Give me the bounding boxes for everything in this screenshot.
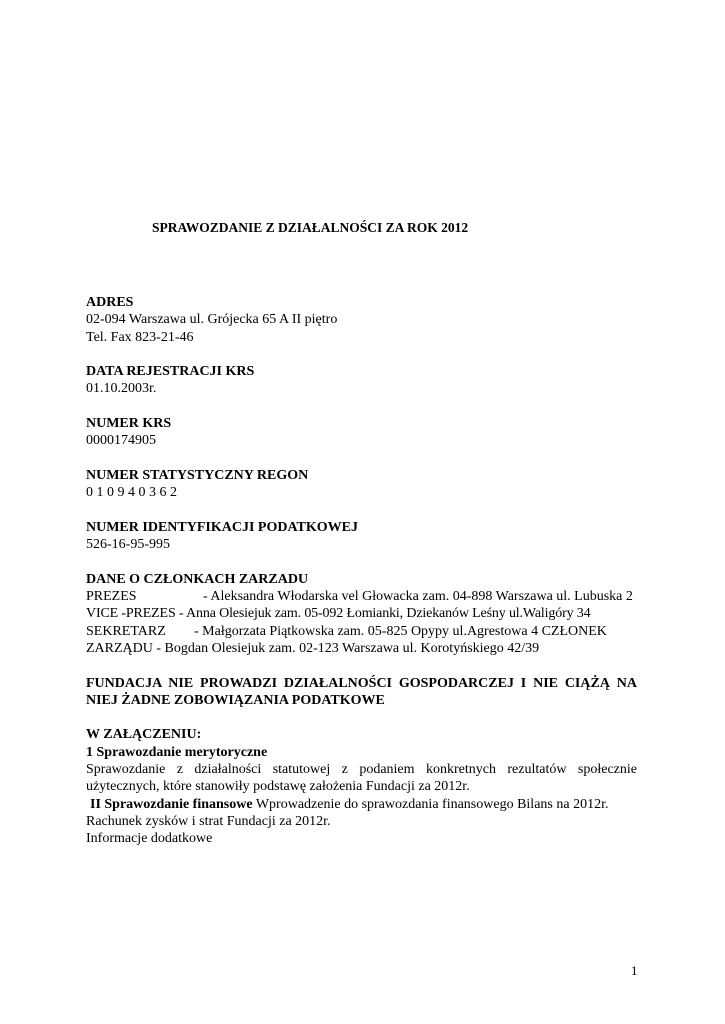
krs-date-section bbox=[86, 363, 637, 398]
document-body bbox=[86, 294, 637, 848]
nip-section bbox=[86, 519, 637, 554]
board-member-secretary bbox=[86, 623, 637, 640]
attachments-heading: W ZAŁĄCZENIU: bbox=[86, 727, 202, 743]
address-heading: ADRES bbox=[86, 295, 134, 310]
attachment-2-line bbox=[86, 796, 637, 813]
page-number: 1 bbox=[631, 963, 638, 978]
krs-number-value: 0000174905 bbox=[86, 433, 156, 449]
tax-statement: FUNDACJA NIE PROWADZI DZIAŁALNOŚCI GOSPODARCZEJ I NIE CIĄŻĄ NA NIEJ ŻADNE ZOBOWIĄZANIA PODATKOWE bbox=[86, 675, 637, 708]
regon-heading: NUMER STATYSTYCZNY REGON bbox=[86, 467, 309, 483]
krs-date-value: 01.10.2003r. bbox=[86, 381, 157, 397]
board-text-secretary: - Małgorzata Piątkowska zam. 05-825 Opypy ul.Agrestowa 4 CZŁONEK bbox=[194, 623, 607, 639]
attachments-section bbox=[86, 726, 637, 847]
regon-value: 0 1 0 9 4 0 3 6 2 bbox=[86, 485, 177, 501]
attachment-2-line2: Rachunek zysków i strat Fundacji za 2012r. bbox=[86, 813, 331, 829]
address-line: 02-094 Warszawa ul. Grójecka 65 A II piętro bbox=[86, 312, 338, 328]
board-text-president: - Aleksandra Włodarska vel Głowacka zam. 04-898 Warszawa ul. Lubuska 2 bbox=[203, 589, 633, 605]
board-member-vice-president: VICE -PREZES - Anna Olesiejuk zam. 05-092 Łomianki, Dziekanów Leśny ul.Waligóry 34 bbox=[86, 606, 591, 622]
regon-section bbox=[86, 467, 637, 502]
document-title: SPRAWOZDANIE Z DZIAŁALNOŚCI ZA ROK 2012 bbox=[152, 220, 469, 235]
nip-value: 526-16-95-995 bbox=[86, 537, 170, 553]
board-role-secretary: SEKRETARZ bbox=[86, 623, 166, 639]
address-section bbox=[86, 294, 637, 346]
board-member-president bbox=[86, 588, 637, 605]
nip-heading: NUMER IDENTYFIKACJI PODATKOWEJ bbox=[86, 519, 358, 535]
board-heading: DANE O CZŁONKACH ZARZADU bbox=[86, 571, 309, 587]
board-member-member: ZARZĄDU - Bogdan Olesiejuk zam. 02-123 Warszawa ul. Korotyńskiego 42/39 bbox=[86, 640, 540, 656]
attachment-2-text: Wprowadzenie do sprawozdania finansowego Bilans na 2012r. bbox=[252, 796, 609, 812]
board-role-president: PREZES bbox=[86, 589, 137, 605]
attachment-2-title: II Sprawozdanie finansowe bbox=[90, 796, 253, 812]
attachment-1-text: Sprawozdanie z działalności statutowej z podaniem konkretnych rezultatów społecznie użytecznych, które stanowiły podstawę założenia Fundacji za 2012r. bbox=[86, 762, 637, 795]
krs-number-heading: NUMER KRS bbox=[86, 416, 172, 432]
attachment-2-line3: Informacje dodatkowe bbox=[86, 831, 213, 847]
phone-line: Tel. Fax 823-21-46 bbox=[86, 329, 194, 345]
board-section bbox=[86, 571, 637, 657]
krs-date-heading: DATA REJESTRACJI KRS bbox=[86, 364, 255, 380]
krs-number-section bbox=[86, 415, 637, 450]
attachment-1-title: 1 Sprawozdanie merytoryczne bbox=[86, 744, 268, 760]
